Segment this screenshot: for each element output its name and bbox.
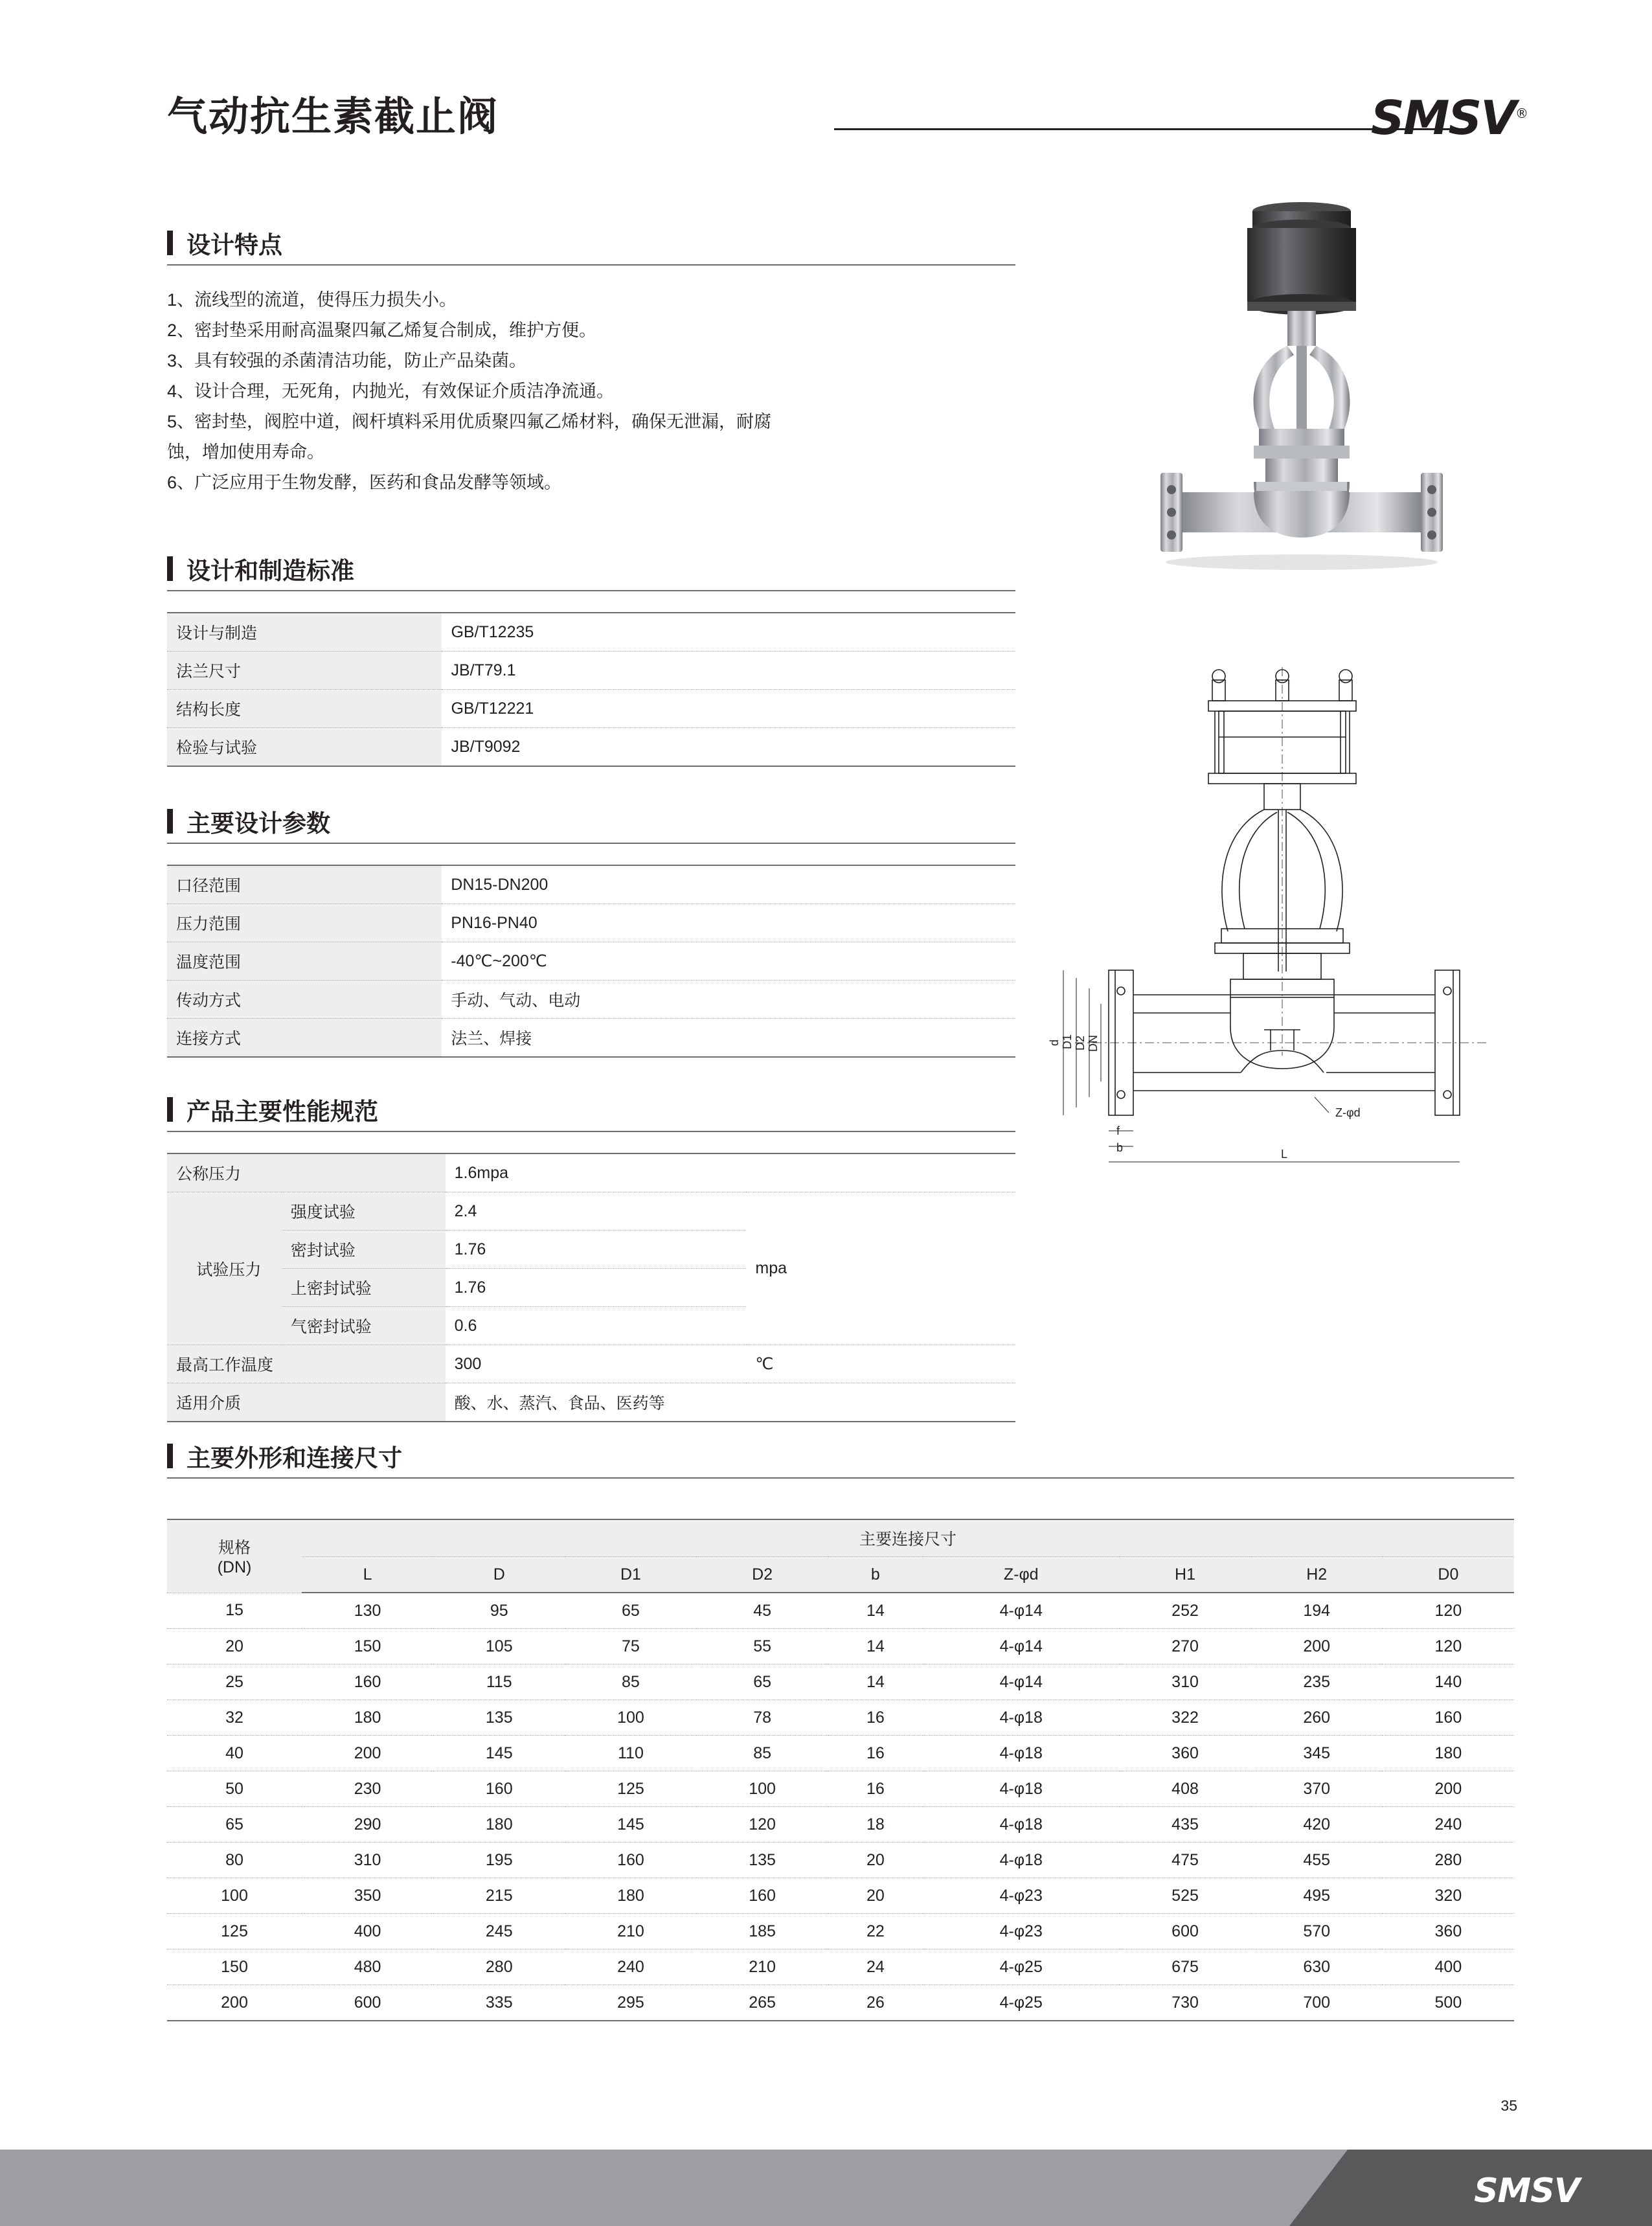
column-header-dn <box>167 1519 302 1593</box>
cell-l: 400 <box>302 1914 433 1949</box>
table-row <box>167 690 1015 728</box>
cell-h1: 600 <box>1119 1914 1250 1949</box>
cell-d: 335 <box>433 1985 565 2021</box>
cell-l: 230 <box>302 1771 433 1807</box>
row-value: 2.4 <box>446 1192 747 1231</box>
cell-b: 14 <box>828 1629 923 1664</box>
row-value: 法兰、焊接 <box>442 1019 1015 1058</box>
cell-dn: 65 <box>167 1807 302 1843</box>
cell-zd: 4-φ25 <box>923 1985 1119 2021</box>
technical-drawing-valve <box>1036 667 1528 1464</box>
dimension-label-zd: Z-φd <box>1335 1106 1361 1119</box>
cell-d2: 100 <box>697 1771 828 1807</box>
cell-h1: 675 <box>1119 1949 1250 1985</box>
cell-b: 16 <box>828 1700 923 1736</box>
table-row <box>167 1949 1514 1985</box>
cell-l: 600 <box>302 1985 433 2021</box>
table-row <box>167 1736 1514 1771</box>
cell-d: 180 <box>433 1807 565 1843</box>
column-header-h1: H1 <box>1119 1557 1250 1593</box>
heading-underline <box>167 843 1015 844</box>
heading-text: 设计和制造标准 <box>187 558 354 584</box>
cell-h1: 730 <box>1119 1985 1250 2021</box>
design-feature-list <box>167 285 1074 498</box>
row-value: 手动、气动、电动 <box>442 981 1015 1019</box>
cell-b: 14 <box>828 1593 923 1629</box>
brand-logo <box>1371 91 1527 145</box>
product-photo-valve <box>1120 188 1483 615</box>
cell-dn: 15 <box>167 1593 302 1629</box>
table-row <box>167 1878 1514 1914</box>
list-item: 5、密封垫，阀腔中道，阀杆填料采用优质聚四氟乙烯材料，确保无泄漏，耐腐 <box>167 412 772 431</box>
row-label: 公称压力 <box>167 1153 446 1192</box>
cell-d0: 120 <box>1383 1629 1514 1664</box>
column-header-d1: D1 <box>565 1557 696 1593</box>
table-header-row <box>167 1519 1514 1557</box>
cell-d0: 120 <box>1383 1593 1514 1629</box>
cell-h2: 700 <box>1251 1985 1383 2021</box>
section-heading-design-features <box>167 228 1015 267</box>
table-row <box>167 1153 1015 1192</box>
cell-d: 215 <box>433 1878 565 1914</box>
row-label: 温度范围 <box>167 942 442 981</box>
table-row <box>167 1019 1015 1058</box>
cell-zd: 4-φ18 <box>923 1771 1119 1807</box>
dimension-label-d: d <box>1048 1039 1061 1046</box>
row-unit <box>746 1153 1015 1192</box>
page-number: 35 <box>1500 2097 1517 2114</box>
cell-zd: 4-φ14 <box>923 1629 1119 1664</box>
cell-h2: 570 <box>1251 1914 1383 1949</box>
column-header-h2: H2 <box>1251 1557 1383 1593</box>
heading-accent-bar <box>167 231 173 255</box>
column-header-zd: Z-φd <box>923 1557 1119 1593</box>
cell-zd: 4-φ23 <box>923 1914 1119 1949</box>
row-label: 压力范围 <box>167 904 442 942</box>
cell-dn: 20 <box>167 1629 302 1664</box>
row-unit: mpa <box>746 1192 1015 1345</box>
table-row <box>167 1192 1015 1231</box>
cell-zd: 4-φ23 <box>923 1878 1119 1914</box>
heading-text: 产品主要性能规范 <box>187 1098 378 1125</box>
table-row <box>167 613 1015 652</box>
table-row <box>167 1664 1514 1700</box>
cell-h2: 370 <box>1251 1771 1383 1807</box>
cell-d: 195 <box>433 1843 565 1878</box>
row-value: 1.76 <box>446 1231 747 1269</box>
cell-l: 310 <box>302 1843 433 1878</box>
row-label-test-pressure: 试验压力 <box>167 1192 282 1345</box>
cell-d0: 320 <box>1383 1878 1514 1914</box>
cell-b: 18 <box>828 1807 923 1843</box>
cell-h2: 200 <box>1251 1629 1383 1664</box>
footer-brand-logo: SMSV <box>1474 2172 1579 2210</box>
cell-d2: 65 <box>697 1664 828 1700</box>
cell-l: 180 <box>302 1700 433 1736</box>
list-item: 4、设计合理，无死角，内抛光，有效保证介质洁净流通。 <box>167 381 615 401</box>
cell-d0: 200 <box>1383 1771 1514 1807</box>
cell-d2: 85 <box>697 1736 828 1771</box>
cell-l: 160 <box>302 1664 433 1700</box>
heading-accent-bar <box>167 556 173 581</box>
dimension-label-d1: D1 <box>1061 1034 1074 1049</box>
table-row <box>167 1700 1514 1736</box>
heading-accent-bar <box>167 809 173 834</box>
cell-d1: 180 <box>565 1878 696 1914</box>
main-params-table <box>167 865 1015 1058</box>
cell-d2: 78 <box>697 1700 828 1736</box>
row-value: 0.6 <box>446 1307 747 1345</box>
row-label: 适用介质 <box>167 1383 446 1422</box>
cell-l: 350 <box>302 1878 433 1914</box>
cell-d: 160 <box>433 1771 565 1807</box>
column-header-l: L <box>302 1557 433 1593</box>
dimension-label-b: b <box>1116 1141 1124 1154</box>
heading-underline <box>167 264 1015 266</box>
table-header-row <box>167 1557 1514 1593</box>
row-unit: ℃ <box>746 1345 1015 1383</box>
cell-h1: 270 <box>1119 1629 1250 1664</box>
cell-dn: 80 <box>167 1843 302 1878</box>
table-row <box>167 1771 1514 1807</box>
heading-underline <box>167 1477 1514 1479</box>
row-value: 1.76 <box>446 1269 747 1307</box>
dimension-table-body <box>167 1593 1514 2021</box>
list-item: 1、流线型的流道，使得压力损失小。 <box>167 290 457 310</box>
cell-d1: 110 <box>565 1736 696 1771</box>
cell-zd: 4-φ18 <box>923 1700 1119 1736</box>
cell-d0: 360 <box>1383 1914 1514 1949</box>
table-row <box>167 1593 1514 1629</box>
row-label: 口径范围 <box>167 865 442 904</box>
cell-dn: 25 <box>167 1664 302 1700</box>
cell-l: 150 <box>302 1629 433 1664</box>
row-value: JB/T9092 <box>442 728 1015 767</box>
cell-d0: 240 <box>1383 1807 1514 1843</box>
list-item: 2、密封垫采用耐高温聚四氟乙烯复合制成，维护方便。 <box>167 321 597 340</box>
cell-b: 20 <box>828 1843 923 1878</box>
cell-d2: 160 <box>697 1878 828 1914</box>
section-heading-performance <box>167 1095 1015 1133</box>
cell-d1: 210 <box>565 1914 696 1949</box>
cell-h1: 525 <box>1119 1878 1250 1914</box>
row-value: 300 <box>446 1345 747 1383</box>
heading-text: 主要设计参数 <box>187 810 330 837</box>
cell-dn: 150 <box>167 1949 302 1985</box>
cell-l: 290 <box>302 1807 433 1843</box>
standards-table <box>167 612 1015 767</box>
cell-dn: 50 <box>167 1771 302 1807</box>
table-row <box>167 1843 1514 1878</box>
cell-b: 16 <box>828 1771 923 1807</box>
row-label: 设计与制造 <box>167 613 442 652</box>
row-sublabel: 上密封试验 <box>282 1269 446 1307</box>
cell-d: 105 <box>433 1629 565 1664</box>
dimension-table <box>167 1519 1514 2021</box>
column-header-d2: D2 <box>697 1557 828 1593</box>
cell-dn: 100 <box>167 1878 302 1914</box>
row-sublabel: 密封试验 <box>282 1231 446 1269</box>
cell-d0: 160 <box>1383 1700 1514 1736</box>
cell-d1: 100 <box>565 1700 696 1736</box>
cell-dn: 40 <box>167 1736 302 1771</box>
cell-h1: 322 <box>1119 1700 1250 1736</box>
cell-h1: 252 <box>1119 1593 1250 1629</box>
cell-d0: 280 <box>1383 1843 1514 1878</box>
cell-h1: 408 <box>1119 1771 1250 1807</box>
cell-d2: 55 <box>697 1629 828 1664</box>
column-header-d: D <box>433 1557 565 1593</box>
section-heading-main-params <box>167 806 1015 845</box>
list-item: 6、广泛应用于生物发酵，医药和食品发酵等领域。 <box>167 473 562 492</box>
cell-d1: 85 <box>565 1664 696 1700</box>
cell-d2: 135 <box>697 1843 828 1878</box>
row-value: DN15-DN200 <box>442 865 1015 904</box>
table-row <box>167 728 1015 767</box>
cell-dn: 200 <box>167 1985 302 2021</box>
cell-h1: 310 <box>1119 1664 1250 1700</box>
row-label: 法兰尺寸 <box>167 652 442 690</box>
row-sublabel: 强度试验 <box>282 1192 446 1231</box>
heading-text: 设计特点 <box>187 232 282 258</box>
cell-h1: 475 <box>1119 1843 1250 1878</box>
cell-d: 115 <box>433 1664 565 1700</box>
table-row <box>167 865 1015 904</box>
cell-b: 26 <box>828 1985 923 2021</box>
heading-accent-bar <box>167 1097 173 1122</box>
row-value: -40℃~200℃ <box>442 942 1015 981</box>
cell-h1: 435 <box>1119 1807 1250 1843</box>
cell-d0: 140 <box>1383 1664 1514 1700</box>
cell-b: 22 <box>828 1914 923 1949</box>
column-header-dn-line2: (DN) <box>217 1558 252 1577</box>
cell-h2: 630 <box>1251 1949 1383 1985</box>
page-header <box>167 91 1527 181</box>
cell-d1: 240 <box>565 1949 696 1985</box>
cell-zd: 4-φ14 <box>923 1664 1119 1700</box>
heading-text: 主要外形和连接尺寸 <box>187 1445 402 1471</box>
cell-h2: 260 <box>1251 1700 1383 1736</box>
column-header-b: b <box>828 1557 923 1593</box>
cell-l: 480 <box>302 1949 433 1985</box>
cell-b: 16 <box>828 1736 923 1771</box>
footer-accent <box>1289 2150 1652 2226</box>
table-row <box>167 1914 1514 1949</box>
row-label: 检验与试验 <box>167 728 442 767</box>
cell-d1: 75 <box>565 1629 696 1664</box>
list-item: 蚀，增加使用寿命。 <box>167 442 324 462</box>
cell-h2: 420 <box>1251 1807 1383 1843</box>
column-group-header: 主要连接尺寸 <box>302 1519 1514 1557</box>
cell-d2: 45 <box>697 1593 828 1629</box>
column-header-d0: D0 <box>1383 1557 1514 1593</box>
cell-h2: 345 <box>1251 1736 1383 1771</box>
cell-dn: 125 <box>167 1914 302 1949</box>
cell-d0: 180 <box>1383 1736 1514 1771</box>
dimension-label-f: f <box>1116 1124 1120 1137</box>
cell-dn: 32 <box>167 1700 302 1736</box>
row-value: GB/T12221 <box>442 690 1015 728</box>
row-value: GB/T12235 <box>442 613 1015 652</box>
cell-l: 130 <box>302 1593 433 1629</box>
list-item: 3、具有较强的杀菌清洁功能，防止产品染菌。 <box>167 351 527 370</box>
cell-d2: 120 <box>697 1807 828 1843</box>
cell-d2: 210 <box>697 1949 828 1985</box>
heading-underline <box>167 590 1015 591</box>
heading-underline <box>167 1131 1015 1132</box>
column-header-dn-line1: 规格 <box>218 1539 251 1558</box>
row-label: 结构长度 <box>167 690 442 728</box>
row-label: 传动方式 <box>167 981 442 1019</box>
table-row <box>167 1383 1015 1422</box>
table-row <box>167 1345 1015 1383</box>
cell-h2: 194 <box>1251 1593 1383 1629</box>
cell-zd: 4-φ25 <box>923 1949 1119 1985</box>
cell-d: 245 <box>433 1914 565 1949</box>
table-row <box>167 652 1015 690</box>
row-label: 最高工作温度 <box>167 1345 446 1383</box>
cell-d1: 65 <box>565 1593 696 1629</box>
cell-d0: 500 <box>1383 1985 1514 2021</box>
brand-registered-mark: ® <box>1515 106 1527 121</box>
table-row <box>167 1985 1514 2021</box>
cell-d1: 125 <box>565 1771 696 1807</box>
table-row <box>167 904 1015 942</box>
dimension-label-dn: DN <box>1087 1035 1100 1052</box>
cell-zd: 4-φ14 <box>923 1593 1119 1629</box>
row-sublabel: 气密封试验 <box>282 1307 446 1345</box>
cell-zd: 4-φ18 <box>923 1843 1119 1878</box>
brand-logo-text: SMSV <box>1370 91 1515 145</box>
heading-accent-bar <box>167 1444 173 1468</box>
section-heading-standards <box>167 554 1015 593</box>
cell-b: 14 <box>828 1664 923 1700</box>
cell-zd: 4-φ18 <box>923 1736 1119 1771</box>
cell-b: 20 <box>828 1878 923 1914</box>
cell-d: 135 <box>433 1700 565 1736</box>
cell-d1: 145 <box>565 1807 696 1843</box>
cell-h2: 495 <box>1251 1878 1383 1914</box>
performance-table <box>167 1153 1015 1422</box>
cell-d0: 400 <box>1383 1949 1514 1985</box>
dimension-label-l: L <box>1281 1148 1288 1161</box>
cell-h2: 235 <box>1251 1664 1383 1700</box>
cell-d1: 160 <box>565 1843 696 1878</box>
cell-d2: 265 <box>697 1985 828 2021</box>
row-value: 酸、水、蒸汽、食品、医药等 <box>446 1383 1015 1422</box>
row-value: PN16-PN40 <box>442 904 1015 942</box>
table-row <box>167 942 1015 981</box>
table-row <box>167 981 1015 1019</box>
cell-l: 200 <box>302 1736 433 1771</box>
row-value: 1.6mpa <box>446 1153 747 1192</box>
cell-h2: 455 <box>1251 1843 1383 1878</box>
page-title: 气动抗生素截止阀 <box>167 95 499 139</box>
cell-d1: 295 <box>565 1985 696 2021</box>
cell-h1: 360 <box>1119 1736 1250 1771</box>
cell-d: 145 <box>433 1736 565 1771</box>
cell-b: 24 <box>828 1949 923 1985</box>
row-label: 连接方式 <box>167 1019 442 1058</box>
cell-zd: 4-φ18 <box>923 1807 1119 1843</box>
cell-d: 95 <box>433 1593 565 1629</box>
cell-d2: 185 <box>697 1914 828 1949</box>
dimension-label-d2: D2 <box>1074 1035 1087 1051</box>
table-row <box>167 1807 1514 1843</box>
cell-d: 280 <box>433 1949 565 1985</box>
table-row <box>167 1629 1514 1664</box>
row-value: JB/T79.1 <box>442 652 1015 690</box>
